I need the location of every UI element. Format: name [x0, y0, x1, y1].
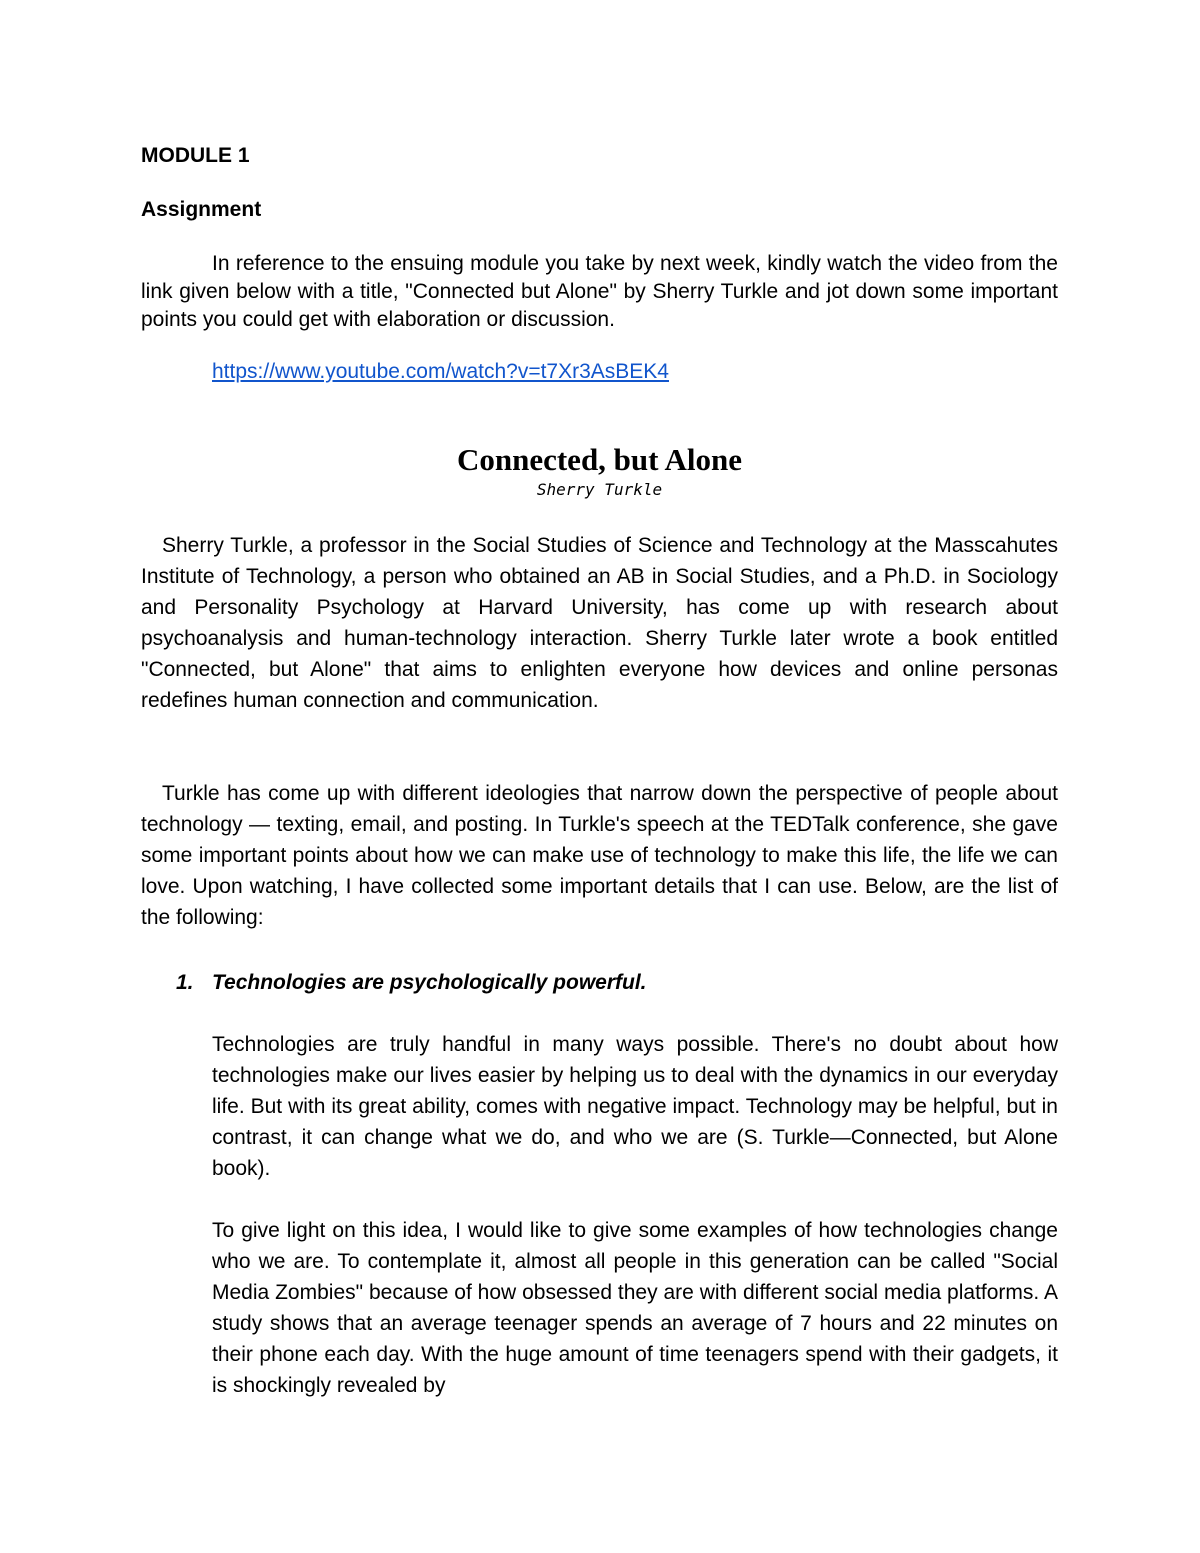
- module-label: MODULE 1: [141, 144, 250, 167]
- list-item-paragraph: To give light on this idea, I would like to give some examples of how technologies change who we are. To contemplate it, almost all people in this generation can be called "Social Media Zombies" because of how obsessed they are with different social media platforms. A study shows that an average teenager spends an average of 7 hours and 22 minutes on their phone each day. With the huge amount of time teenagers spend with their gadgets, it is shockingly revealed by: [212, 1219, 1058, 1397]
- essay-title: Connected, but Alone: [456, 442, 743, 477]
- video-link[interactable]: https://www.youtube.com/watch?v=t7Xr3AsBEK4: [212, 360, 669, 383]
- list-number: 1.: [176, 971, 194, 994]
- list-item-paragraph: Technologies are truly handful in many ways possible. There's no doubt about how technologies make our lives easier by helping us to deal with the dynamics in our everyday life. But with its great ability, comes with negative impact. Technology may be helpful, but in contrast, it can change what we do, and who we are (S. Turkle—Connected, but Alone book).: [212, 1033, 1058, 1180]
- document-page: [141, 0, 1058, 1553]
- essay-author: Sherry Turkle: [536, 480, 663, 499]
- essay-paragraph: Turkle has come up with different ideologies that narrow down the perspective of people about technology — texting, email, and posting. In Turkle's speech at the TEDTalk conference, she gave some important points about how we can make use of technology to make this life, the life we can love. Upon watching, I have collected some important details that I can use. Below, are the list of the following:: [141, 782, 1058, 929]
- list-heading-text: Technologies are psychologically powerful.: [212, 971, 647, 994]
- assignment-label: Assignment: [141, 198, 262, 221]
- essay-paragraph: Sherry Turkle, a professor in the Social Studies of Science and Technology at the Masscahutes Institute of Technology, a person who obtained an AB in Social Studies, and a Ph.D. in Sociology and Personality Psychology at Harvard University, has come up with research about psychoanalysis and human-technology interaction. Sherry Turkle later wrote a book entitled "Connected, but Alone" that aims to enlighten everyone how devices and online personas redefines human connection and communication.: [141, 534, 1058, 712]
- assignment-instructions: In reference to the ensuing module you take by next week, kindly watch the video from the link given below with a title, "Connected but Alone" by Sherry Turkle and jot down some important points you could get with elaboration or discussion.: [141, 252, 1058, 331]
